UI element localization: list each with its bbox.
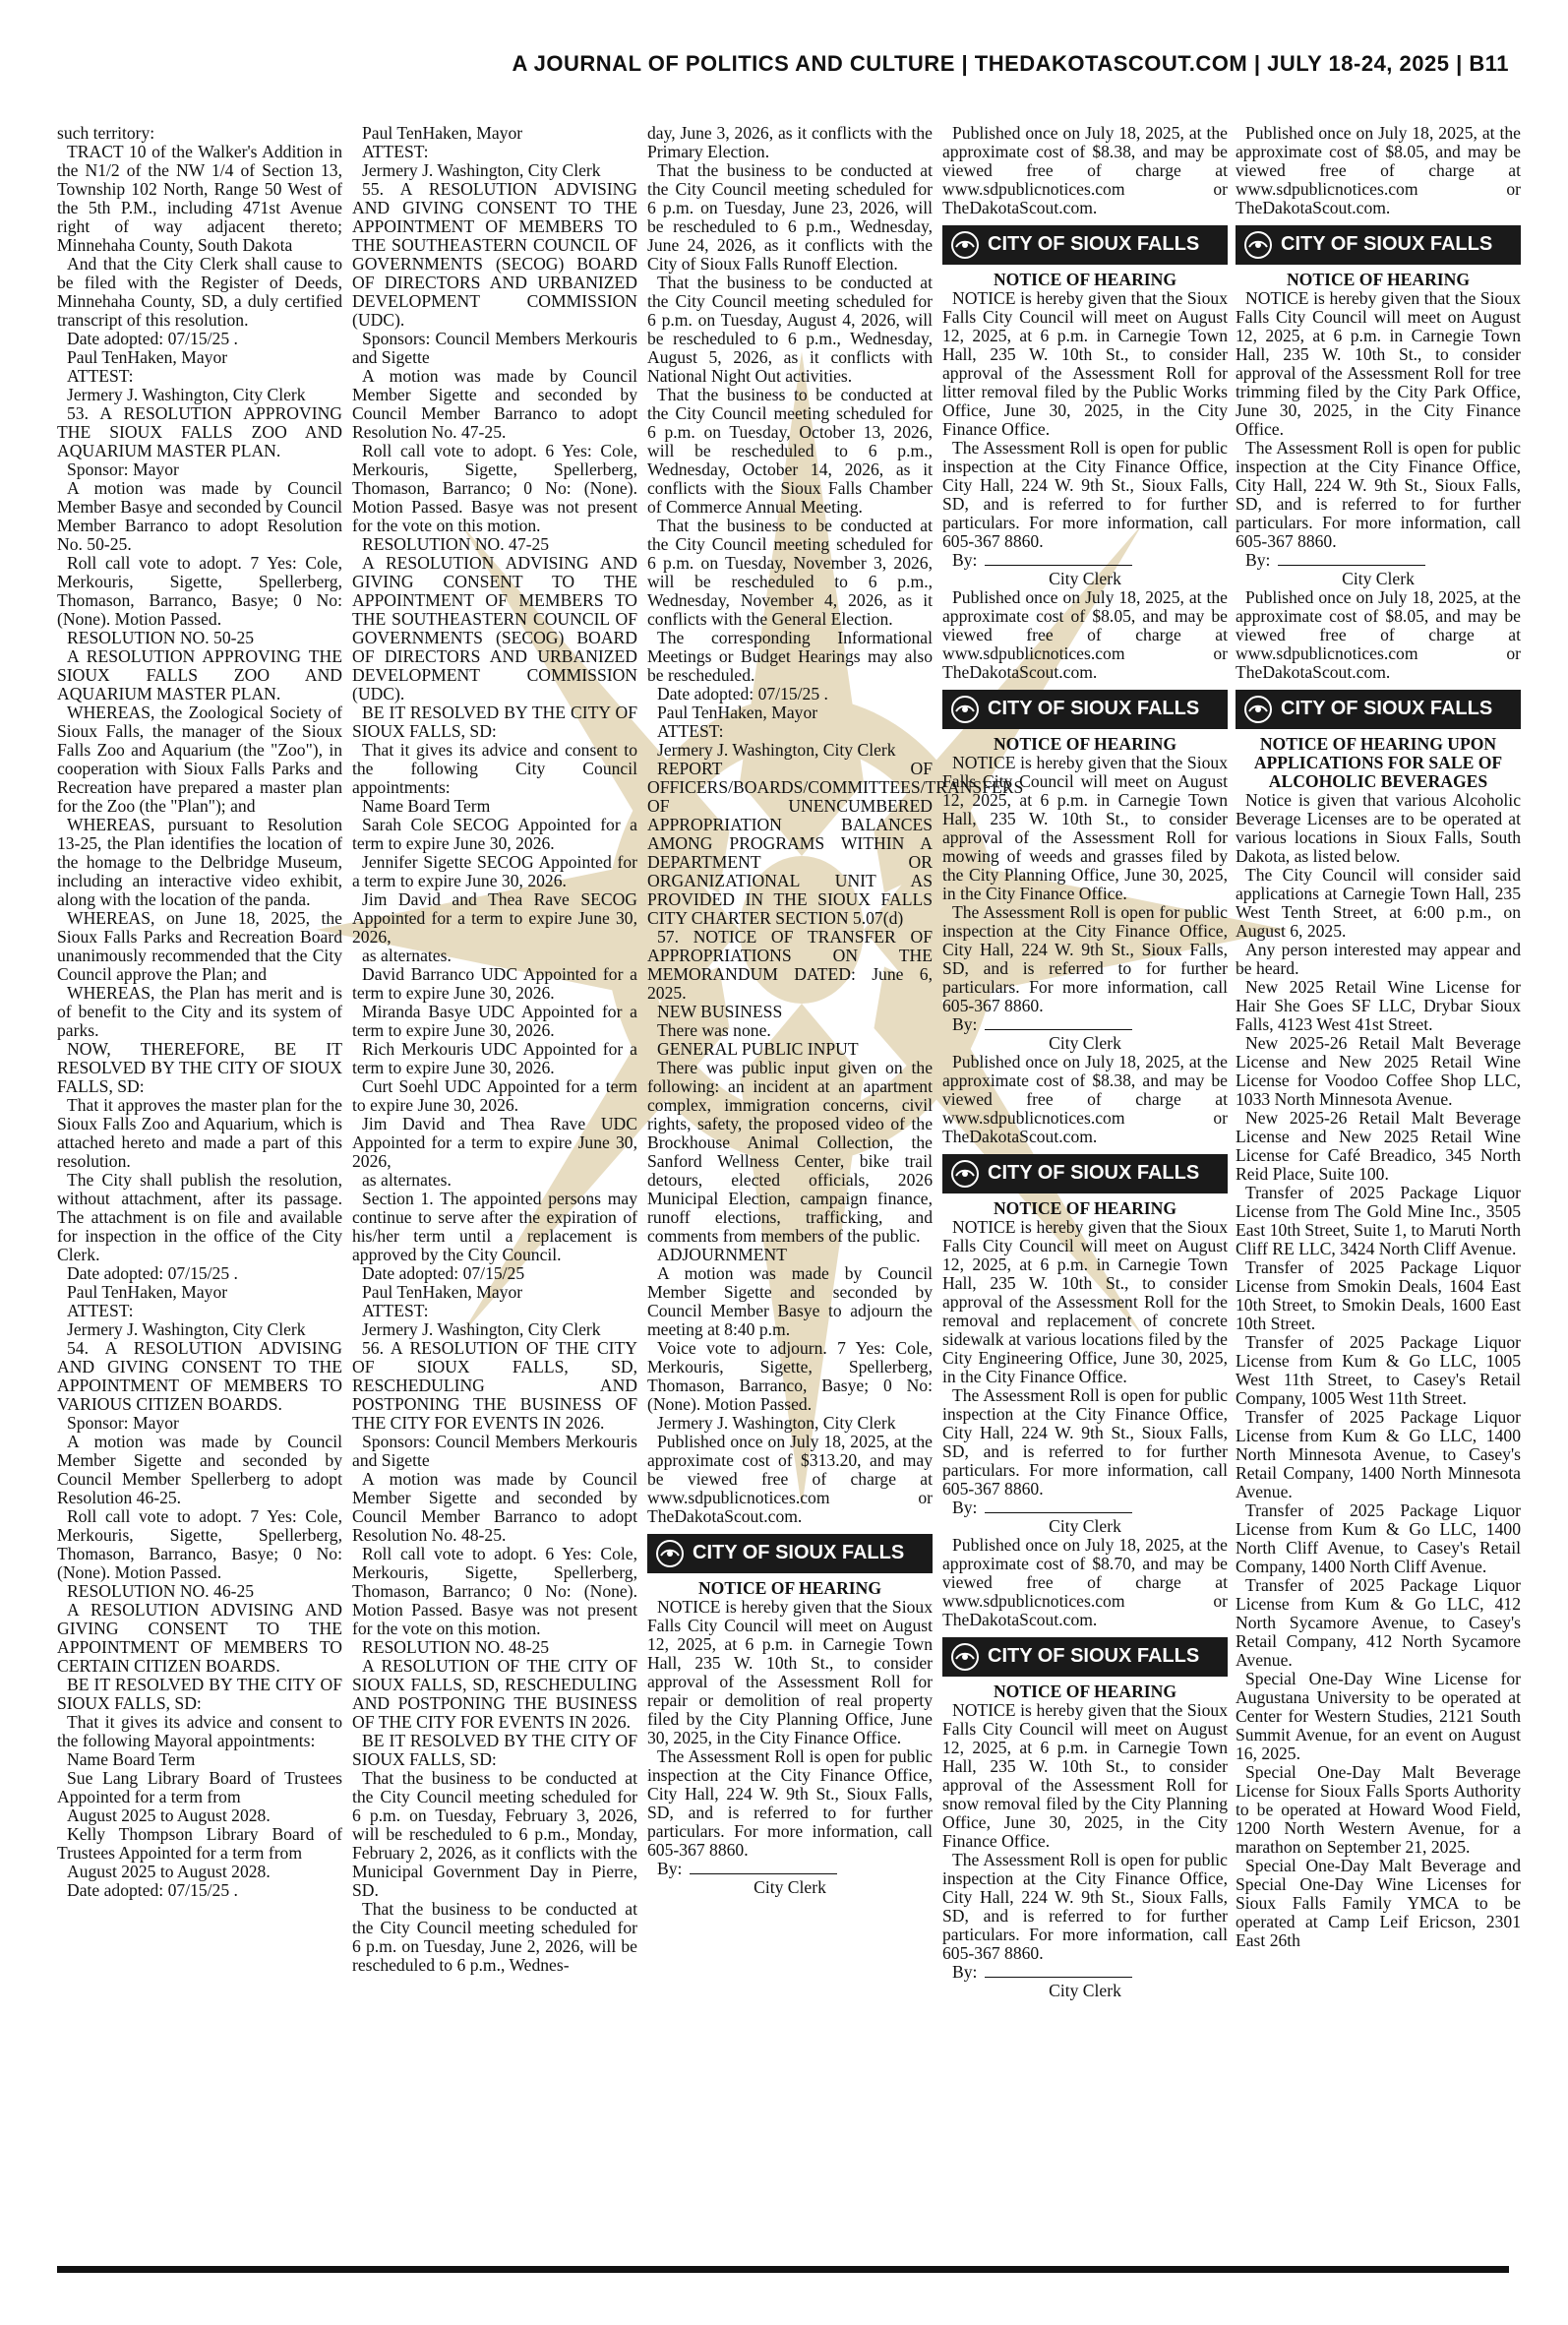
signature-rule xyxy=(985,1015,1132,1030)
paragraph: ATTEST: xyxy=(67,366,134,386)
paragraph: Jermery J. Washington, City Clerk xyxy=(362,160,601,180)
signature-rule xyxy=(1278,551,1425,566)
paragraph: Paul TenHaken, Mayor xyxy=(67,347,228,367)
paragraph: New 2025 Retail Wine License for Hair She Goes SF LLC, Drybar Sioux Falls, 4123 West 41st Street. xyxy=(1236,977,1521,1034)
paragraph: New 2025-26 Retail Malt Beverage License and New 2025 Retail Wine License for Voodoo Coffee Shop LLC, 1033 North Minnesota Avenue. xyxy=(1236,1033,1521,1109)
paragraph: A RESOLUTION APPROVING THE SIOUX FALLS ZOO AND AQUARIUM MASTER PLAN. xyxy=(57,646,342,704)
paragraph: Curt Soehl UDC Appointed for a term to expire June 30, 2026. xyxy=(352,1076,637,1115)
paragraph: Jermery J. Washington, City Clerk xyxy=(657,1413,896,1433)
paragraph: WHEREAS, pursuant to Resolution 13-25, the Plan identifies the location of the homage to the Delbridge Museum, including an interactive video exhibit, along with the location of the panda. xyxy=(57,815,342,909)
paragraph: Date adopted: 07/15/25 . xyxy=(67,1880,238,1900)
paragraph: August 2025 to August 2028. xyxy=(67,1805,271,1825)
paragraph: NEW BUSINESS xyxy=(657,1002,783,1021)
paragraph: Sponsor: Mayor xyxy=(67,459,179,479)
paragraph: The Assessment Roll is open for public inspection at the City Finance Office, City Hall, 224 W. 9th St., Sioux Falls, SD, and is referred to for further particulars. For more information, call 605-367 8860. xyxy=(942,1850,1228,1963)
paragraph: Roll call vote to adopt. 7 Yes: Cole, Merkouris, Sigette, Spellerberg, Thomason, Barranco, Basye; 0 No: (None). Motion Passed. xyxy=(57,553,342,629)
signature-label: By: xyxy=(1245,550,1271,570)
paragraph: Transfer of 2025 Package Liquor License from The Gold Mine Inc., 3505 East 10th Street, Suite 1, to Maruti North Cliff RE LLC, 3424 North Cliff Avenue. xyxy=(1236,1183,1521,1258)
paragraph: RESOLUTION NO. 46-25 xyxy=(67,1581,255,1601)
paragraph: Sponsors: Council Members Merkouris and Sigette xyxy=(352,1432,637,1470)
paragraph: Paul TenHaken, Mayor xyxy=(362,123,523,143)
paragraph: Published once on July 18, 2025, at the approximate cost of $8.05, and may be viewed free of charge at www.sdpublicnotices.com or TheDakotaScout.com. xyxy=(1236,123,1521,217)
paragraph: Transfer of 2025 Package Liquor License from Smokin Deals, 1604 East 10th Street, to Smokin Deals, 1600 East 10th Street. xyxy=(1236,1257,1521,1333)
paragraph: Rich Merkouris UDC Appointed for a term to expire June 30, 2026. xyxy=(352,1039,637,1077)
signature-rule xyxy=(690,1860,837,1874)
paragraph: NOTICE is hereby given that the Sioux Falls City Council will meet on August 12, 2025, at 6 p.m. in Carnegie Town Hall, 235 W. 10th St., to consider approval of the Assessment Roll for repair or demolition of real property filed by the City Planning Office, June 30, 2025, in the City Finance Office. xyxy=(647,1597,933,1747)
paragraph: August 2025 to August 2028. xyxy=(67,1862,271,1881)
city-seal-icon xyxy=(950,1159,980,1189)
paragraph: That it approves the master plan for the Sioux Falls Zoo and Aquarium, which is attached hereto and made a part of this resolution. xyxy=(57,1095,342,1171)
signature-rule xyxy=(985,1963,1132,1978)
paragraph: NOTICE is hereby given that the Sioux Falls City Council will meet on August 12, 2025, at 6 p.m. in Carnegie Town Hall, 235 W. 10th St., to consider approval of the Assessment Roll for snow removal filed by the City Planning Office, June 30, 2025, in the City Finance Office. xyxy=(942,1700,1228,1851)
column-1 xyxy=(57,124,342,2261)
paragraph: Transfer of 2025 Package Liquor License from Kum & Go LLC, 412 North Sycamore Avenue, to Casey's Retail Company, 412 North Sycamore Avenue. xyxy=(1236,1575,1521,1670)
paragraph: such territory: xyxy=(57,123,155,143)
paragraph: Jim David and Thea Rave UDC Appointed for a term to expire June 30, 2026, xyxy=(352,1114,637,1171)
paragraph: as alternates. xyxy=(362,946,452,965)
paragraph: City Clerk xyxy=(1342,569,1415,588)
paragraph: Published once on July 18, 2025, at the approximate cost of $313.20, and may be viewed free of charge at www.sdpublicnotices.com or TheDakotaScout.com. xyxy=(647,1432,933,1526)
paragraph: WHEREAS, the Plan has merit and is of benefit to the City and its system of parks. xyxy=(57,983,342,1040)
paragraph: Any person interested may appear and be heard. xyxy=(1236,940,1521,978)
paragraph: The corresponding Informational Meetings or Budget Hearings may also be rescheduled. xyxy=(647,628,933,685)
paragraph: 57. NOTICE OF TRANSFER OF APPROPRIATIONS ON THE MEMORANDUM DATED: June 6, 2025. xyxy=(647,927,933,1003)
paragraph: Transfer of 2025 Package Liquor License from Kum & Go LLC, 1005 West 11th Street, to Casey's Retail Company, 1005 West 11th Street. xyxy=(1236,1332,1521,1408)
paragraph: There was public input given on the following: an incident at an apartment complex, immigration concerns, civil rights, safety, the proposed video of the Brockhouse Animal Collection, the Sanford Wellness Center, bike trail detours, elected officials, 2026 Municipal Election, campaign finance, runoff elections, trafficking, and comments from members of the public. xyxy=(647,1058,933,1246)
paragraph: David Barranco UDC Appointed for a term to expire June 30, 2026. xyxy=(352,964,637,1003)
paragraph: Sponsor: Mayor xyxy=(67,1413,179,1433)
paragraph: Name Board Term xyxy=(67,1749,196,1769)
paragraph: The Assessment Roll is open for public inspection at the City Finance Office, City Hall, 224 W. 9th St., Sioux Falls, SD, and is referred to for further particulars. For more information, call 605-367 8860. xyxy=(942,438,1228,551)
notice-section-header xyxy=(647,1534,933,1573)
paragraph: Jermery J. Washington, City Clerk xyxy=(362,1319,601,1339)
paragraph: Special One-Day Malt Beverage and Special One-Day Wine Licenses for Sioux Falls Family YMCA to be operated at Camp Leif Ericson, 2301 East 26th xyxy=(1236,1856,1521,1950)
paragraph: Date adopted: 07/15/25 . xyxy=(657,684,828,704)
paragraph: A RESOLUTION ADVISING AND GIVING CONSENT TO THE APPOINTMENT OF MEMBERS TO CERTAIN CITIZEN BOARDS. xyxy=(57,1600,342,1676)
signature-line xyxy=(942,1963,1228,1982)
signature-label: By: xyxy=(952,1962,978,1982)
paragraph: Paul TenHaken, Mayor xyxy=(67,1282,228,1302)
notice-section-header xyxy=(942,1154,1228,1193)
paragraph: The Assessment Roll is open for public inspection at the City Finance Office, City Hall, 224 W. 9th St., Sioux Falls, SD, and is referred to for further particulars. For more information, call 605-367 8860. xyxy=(647,1746,933,1860)
paragraph: A motion was made by Council Member Sigette and seconded by Council Member Basye to adjourn the meeting at 8:40 p.m. xyxy=(647,1263,933,1339)
paragraph: Section 1. The appointed persons may continue to serve after the expiration of his/her term until a replacement is approved by the City Council. xyxy=(352,1189,637,1264)
paragraph: Name Board Term xyxy=(362,796,491,816)
city-seal-icon xyxy=(655,1539,685,1568)
column-3 xyxy=(647,123,1024,2261)
paragraph: Jermery J. Washington, City Clerk xyxy=(67,1319,306,1339)
notice-title: NOTICE OF HEARING UPON APPLICATIONS FOR SALE OF ALCOHOLIC BEVERAGES xyxy=(1253,734,1503,791)
signature-rule xyxy=(985,551,1132,566)
paragraph: That the business to be conducted at the City Council meeting scheduled for 6 p.m. on Tuesday, August 4, 2026, will be rescheduled to 6 p.m., Wednesday, August 5, 2026, as it conflicts with National Night Out activities. xyxy=(647,273,933,386)
paragraph: Published once on July 18, 2025, at the approximate cost of $8.05, and may be viewed free of charge at www.sdpublicnotices.com or TheDakotaScout.com. xyxy=(942,587,1228,682)
paragraph: Sarah Cole SECOG Appointed for a term to expire June 30, 2026. xyxy=(352,815,637,853)
paragraph: RESOLUTION NO. 48-25 xyxy=(362,1637,550,1657)
column-5 xyxy=(1236,124,1521,2261)
paragraph: RESOLUTION NO. 47-25 xyxy=(362,534,550,554)
column-4 xyxy=(942,124,1228,2261)
paragraph: Jermery J. Washington, City Clerk xyxy=(657,740,896,760)
notice-section-header xyxy=(942,1637,1228,1677)
paragraph: day, June 3, 2026, as it conflicts with the Primary Election. xyxy=(647,123,933,161)
paragraph: Roll call vote to adopt. 7 Yes: Cole, Merkouris, Sigette, Spellerberg, Thomason, Barranco, Basye; 0 No: (None). Motion Passed. xyxy=(57,1506,342,1582)
paragraph: A RESOLUTION ADVISING AND GIVING CONSENT TO THE APPOINTMENT OF MEMBERS TO THE SOUTHEASTERN COUNCIL OF GOVERNMENTS (SECOG) BOARD OF DIRECTORS AND URBANIZED DEVELOPMENT COMMISSION (UDC). xyxy=(352,553,637,704)
paragraph: ATTEST: xyxy=(67,1301,134,1320)
paragraph: ATTEST: xyxy=(657,721,724,741)
paragraph: City Clerk xyxy=(1049,1516,1121,1536)
paragraph: That it gives its advice and consent to the following Mayoral appointments: xyxy=(57,1712,342,1750)
column-2 xyxy=(352,124,637,2261)
paragraph: NOW, THEREFORE, BE IT RESOLVED BY THE CITY OF SIOUX FALLS, SD: xyxy=(57,1039,342,1096)
signature-label: By: xyxy=(657,1859,683,1878)
paragraph: Sponsors: Council Members Merkouris and Sigette xyxy=(352,329,637,367)
paragraph: A motion was made by Council Member Sigette and seconded by Council Member Barranco to adopt Resolution No. 47-25. xyxy=(352,366,637,442)
paragraph: RESOLUTION NO. 50-25 xyxy=(67,628,255,647)
paragraph: Transfer of 2025 Package Liquor License from Kum & Go LLC, 1400 North Minnesota Avenue, to Casey's Retail Company, 1400 North Minnesota Avenue. xyxy=(1236,1407,1521,1501)
paragraph: Sue Lang Library Board of Trustees Appointed for a term from xyxy=(57,1768,342,1806)
bottom-rule xyxy=(57,2266,1509,2273)
paragraph: That the business to be conducted at the City Council meeting scheduled for 6 p.m. on Tuesday, June 2, 2026, will be rescheduled to 6 p.m., Wednes- xyxy=(352,1899,637,1975)
paragraph: ADJOURNMENT xyxy=(657,1245,787,1264)
paragraph: That the business to be conducted at the City Council meeting scheduled for 6 p.m. on Tuesday, February 3, 2026, will be rescheduled to 6 p.m., Monday, February 2, 2026, as it conflicts with the Municipal Government Day in Pierre, SD. xyxy=(352,1768,637,1900)
paragraph: Special One-Day Wine License for Augustana University to be operated at Center for Western Studies, 2121 South Summit Avenue, for an event on August 16, 2025. xyxy=(1236,1669,1521,1763)
city-seal-icon xyxy=(950,695,980,724)
paragraph: That the business to be conducted at the City Council meeting scheduled for 6 p.m. on Tuesday, October 13, 2026, will be rescheduled to 6 p.m., Wednesday, October 14, 2026, as it conflicts with the Sioux Falls Chamber of Commerce Annual Meeting. xyxy=(647,385,933,517)
signature-line xyxy=(942,551,1228,570)
paragraph: WHEREAS, the Zoological Society of Sioux Falls, the manager of the Sioux Falls Zoo and Aquarium (the "Zoo"), in cooperation with Sioux Falls Parks and Recreation have prepared a master plan for the Zoo (the "Plan"); and xyxy=(57,703,342,816)
paragraph: REPORT OF OFFICERS/BOARDS/COMMITTEES/TRANSFERS OF UNENCUMBERED APPROPRIATION BALANCES AMONG PROGRAMS WITHIN A DEPARTMENT OR ORGANIZATIONAL UNIT AS PROVIDED IN THE SIOUX FALLS CITY CHARTER SECTION 5.07(d) xyxy=(647,759,1024,928)
paragraph: The City Council will consider said applications at Carnegie Town Hall, 235 West Tenth Street, at 6:00 p.m., on August 6, 2025. xyxy=(1236,865,1521,941)
signature-label: By: xyxy=(952,1498,978,1517)
signature-line xyxy=(942,1499,1228,1517)
notice-section-header xyxy=(1236,225,1521,265)
section-header-label: CITY OF SIOUX FALLS xyxy=(693,1542,905,1564)
paragraph: 56. A RESOLUTION OF THE CITY OF SIOUX FALLS, SD, RESCHEDULING AND POSTPONING THE BUSINESS OF THE CITY FOR EVENTS IN 2026. xyxy=(352,1338,637,1433)
section-header-label: CITY OF SIOUX FALLS xyxy=(988,233,1200,256)
section-header-label: CITY OF SIOUX FALLS xyxy=(1281,698,1493,720)
paragraph: NOTICE is hereby given that the Sioux Falls City Council will meet on August 12, 2025, at 6 p.m. in Carnegie Town Hall, 235 W. 10th St., to consider approval of the Assessment Roll for litter removal filed by the Public Works Office, June 30, 2025, in the City Finance Office. xyxy=(942,288,1228,439)
notice-section-header xyxy=(942,690,1228,729)
section-header-label: CITY OF SIOUX FALLS xyxy=(988,1162,1200,1185)
paragraph: That the business to be conducted at the City Council meeting scheduled for 6 p.m. on Tuesday, June 23, 2026, will be rescheduled to 6 p.m., Wednesday, June 24, 2026, as it conflicts with the City of Sioux Falls Runoff Election. xyxy=(647,160,933,274)
paragraph: City Clerk xyxy=(1049,1981,1121,2000)
paragraph: Jermery J. Washington, City Clerk xyxy=(67,385,306,404)
paragraph: 55. A RESOLUTION ADVISING AND GIVING CONSENT TO THE APPOINTMENT OF MEMBERS TO THE SOUTHEASTERN COUNCIL OF GOVERNMENTS (SECOG) BOARD OF DIRECTORS AND URBANIZED DEVELOPMENT COMMISSION (UDC). xyxy=(352,179,637,330)
paragraph: A motion was made by Council Member Basye and seconded by Council Member Barranco to adopt Resolution No. 50-25. xyxy=(57,478,342,554)
paragraph: NOTICE is hereby given that the Sioux Falls City Council will meet on August 12, 2025, at 6 p.m. in Carnegie Town Hall, 235 W. 10th St., to consider approval of the Assessment Roll for mowing of weeds and grasses filed by the City Planning Office, June 30, 2025, in the City Finance Office. xyxy=(942,753,1228,903)
signature-label: By: xyxy=(952,1014,978,1034)
paragraph: BE IT RESOLVED BY THE CITY OF SIOUX FALLS, SD: xyxy=(352,703,637,741)
paragraph: Published once on July 18, 2025, at the approximate cost of $8.38, and may be viewed free of charge at www.sdpublicnotices.com or TheDakotaScout.com. xyxy=(942,123,1228,217)
paragraph: NOTICE is hereby given that the Sioux Falls City Council will meet on August 12, 2025, at 6 p.m. in Carnegie Town Hall, 235 W. 10th St., to consider approval of the Assessment Roll for the removal and replacement of concrete sidewalk at various locations filed by the City Engineering Office, June 30, 2025, in the City Finance Office. xyxy=(942,1217,1228,1386)
paragraph: A motion was made by Council Member Sigette and seconded by Council Member Spellerberg to adopt Resolution 46-25. xyxy=(57,1432,342,1507)
paragraph: New 2025-26 Retail Malt Beverage License and New 2025 Retail Wine License for Café Breadico, 345 North Reid Place, Suite 100. xyxy=(1236,1108,1521,1184)
paragraph: Roll call vote to adopt. 6 Yes: Cole, Merkouris, Sigette, Spellerberg, Thomason, Barranco; 0 No: (None). Motion Passed. Basye was not present for the vote on this motion. xyxy=(352,1544,637,1638)
city-seal-icon xyxy=(1243,230,1273,260)
notice-section-header xyxy=(942,225,1228,265)
paragraph: BE IT RESOLVED BY THE CITY OF SIOUX FALLS, SD: xyxy=(352,1731,637,1769)
section-header-label: CITY OF SIOUX FALLS xyxy=(988,698,1200,720)
paragraph: Kelly Thompson Library Board of Trustees Appointed for a term from xyxy=(57,1824,342,1863)
notice-title: NOTICE OF HEARING xyxy=(993,270,1177,289)
notice-section-header xyxy=(1236,690,1521,729)
paragraph: ATTEST: xyxy=(362,142,429,161)
paragraph: A motion was made by Council Member Sigette and seconded by Council Member Barranco to adopt Resolution No. 48-25. xyxy=(352,1469,637,1545)
paragraph: Notice is given that various Alcoholic Beverage Licenses are to be operated at various locations in Sioux Falls, South Dakota, as listed below. xyxy=(1236,790,1521,866)
paragraph: Published once on July 18, 2025, at the approximate cost of $8.38, and may be viewed free of charge at www.sdpublicnotices.com or TheDakotaScout.com. xyxy=(942,1052,1228,1146)
paragraph: The Assessment Roll is open for public inspection at the City Finance Office, City Hall, 224 W. 9th St., Sioux Falls, SD, and is referred to for further particulars. For more information, call 605-367 8860. xyxy=(942,902,1228,1015)
paragraph: Roll call vote to adopt. 6 Yes: Cole, Merkouris, Sigette, Spellerberg, Thomason, Barranco; 0 No: (None). Motion Passed. Basye was not present for the vote on this motion. xyxy=(352,441,637,535)
city-seal-icon xyxy=(1243,695,1273,724)
signature-line xyxy=(1236,551,1521,570)
paragraph: 53. A RESOLUTION APPROVING THE SIOUX FALLS ZOO AND AQUARIUM MASTER PLAN. xyxy=(57,403,342,460)
paragraph: Date adopted: 07/15/25 . xyxy=(67,329,238,348)
paragraph: Published once on July 18, 2025, at the approximate cost of $8.70, and may be viewed free of charge at www.sdpublicnotices.com or TheDakotaScout.com. xyxy=(942,1535,1228,1629)
paragraph: There was none. xyxy=(657,1020,771,1040)
notice-title: NOTICE OF HEARING xyxy=(993,1682,1177,1701)
section-header-label: CITY OF SIOUX FALLS xyxy=(988,1645,1200,1668)
paragraph: WHEREAS, on June 18, 2025, the Sioux Falls Parks and Recreation Board unanimously recommended that the City Council approve the Plan; and xyxy=(57,908,342,984)
paragraph: Transfer of 2025 Package Liquor License from Kum & Go LLC, 1400 North Cliff Avenue, to Casey's Retail Company, 1400 North Cliff Avenue. xyxy=(1236,1500,1521,1576)
paragraph: That it gives its advice and consent to the following City Council appointments: xyxy=(352,740,637,797)
paragraph: Voice vote to adjourn. 7 Yes: Cole, Merkouris, Sigette, Spellerberg, Thomason, Barranco, Basye; 0 No: (None). Motion Passed. xyxy=(647,1338,933,1414)
signature-rule xyxy=(985,1499,1132,1513)
paragraph: The Assessment Roll is open for public inspection at the City Finance Office, City Hall, 224 W. 9th St., Sioux Falls, SD, and is referred to for further particulars. For more information, call 605-367 8860. xyxy=(942,1385,1228,1499)
paragraph: The City shall publish the resolution, without attachment, after its passage. The attachment is on file and available for inspection in the office of the City Clerk. xyxy=(57,1170,342,1264)
signature-label: By: xyxy=(952,550,978,570)
paragraph: Paul TenHaken, Mayor xyxy=(362,1282,523,1302)
paragraph: The Assessment Roll is open for public inspection at the City Finance Office, City Hall, 224 W. 9th St., Sioux Falls, SD, and is referred to for further particulars. For more information, call 605-367 8860. xyxy=(1236,438,1521,551)
notice-title: NOTICE OF HEARING xyxy=(993,1198,1177,1218)
paragraph: Jennifer Sigette SECOG Appointed for a term to expire June 30, 2026. xyxy=(352,852,637,890)
paragraph: Date adopted: 07/15/25 . xyxy=(67,1263,238,1283)
paragraph: Paul TenHaken, Mayor xyxy=(657,703,818,722)
notice-title: NOTICE OF HEARING xyxy=(697,1578,882,1598)
paragraph: ATTEST: xyxy=(362,1301,429,1320)
paragraph: Special One-Day Malt Beverage License for Sioux Falls Sports Authority to be operated at Howard Wood Field, 1200 North Western Avenue, for a marathon on September 21, 2025. xyxy=(1236,1762,1521,1857)
paragraph: Date adopted: 07/15/25 xyxy=(362,1263,525,1283)
paragraph: Published once on July 18, 2025, at the approximate cost of $8.05, and may be viewed free of charge at www.sdpublicnotices.com or TheDakotaScout.com. xyxy=(1236,587,1521,682)
paragraph: Miranda Basye UDC Appointed for a term to expire June 30, 2026. xyxy=(352,1002,637,1040)
paragraph: NOTICE is hereby given that the Sioux Falls City Council will meet on August 12, 2025, at 6 p.m. in Carnegie Town Hall, 235 W. 10th St., to consider approval of the Assessment Roll for tree trimming filed by the City Park Office, June 30, 2025, in the City Finance Office. xyxy=(1236,288,1521,439)
paragraph: That the business to be conducted at the City Council meeting scheduled for 6 p.m. on Tuesday, November 3, 2026, will be rescheduled to 6 p.m., Wednesday, November 4, 2026, as it conflicts with the General Election. xyxy=(647,516,933,629)
paragraph: GENERAL PUBLIC INPUT xyxy=(657,1039,859,1059)
city-seal-icon xyxy=(950,230,980,260)
paragraph: City Clerk xyxy=(1049,1033,1121,1053)
city-seal-icon xyxy=(950,1642,980,1672)
paragraph: Jim David and Thea Rave SECOG Appointed for a term to expire June 30, 2026, xyxy=(352,889,637,947)
notice-title: NOTICE OF HEARING xyxy=(1286,270,1471,289)
paragraph: as alternates. xyxy=(362,1170,452,1190)
paragraph: And that the City Clerk shall cause to be filed with the Register of Deeds, Minnehaha County, SD, a duly certified transcript of this resolution. xyxy=(57,254,342,330)
paragraph: City Clerk xyxy=(1049,569,1121,588)
signature-line xyxy=(647,1860,933,1878)
paragraph: BE IT RESOLVED BY THE CITY OF SIOUX FALLS, SD: xyxy=(57,1675,342,1713)
paragraph: TRACT 10 of the Walker's Addition in the N1/2 of the NW 1/4 of Section 13, Township 102 North, Range 50 West of the 5th P.M., including 471st Avenue right of way adjacent thereto; Minnehaha County, South Dakota xyxy=(57,142,342,255)
section-header-label: CITY OF SIOUX FALLS xyxy=(1281,233,1493,256)
paragraph: 54. A RESOLUTION ADVISING AND GIVING CONSENT TO THE APPOINTMENT OF MEMBERS TO VARIOUS CITIZEN BOARDS. xyxy=(57,1338,342,1414)
signature-line xyxy=(942,1015,1228,1034)
paragraph: City Clerk xyxy=(754,1877,826,1897)
paragraph: A RESOLUTION OF THE CITY OF SIOUX FALLS, SD, RESCHEDULING AND POSTPONING THE BUSINESS OF THE CITY FOR EVENTS IN 2026. xyxy=(352,1656,637,1732)
masthead: A JOURNAL OF POLITICS AND CULTURE | THEDAKOTASCOUT.COM | JULY 18-24, 2025 | B11 xyxy=(512,51,1509,76)
notice-title: NOTICE OF HEARING xyxy=(993,734,1177,754)
